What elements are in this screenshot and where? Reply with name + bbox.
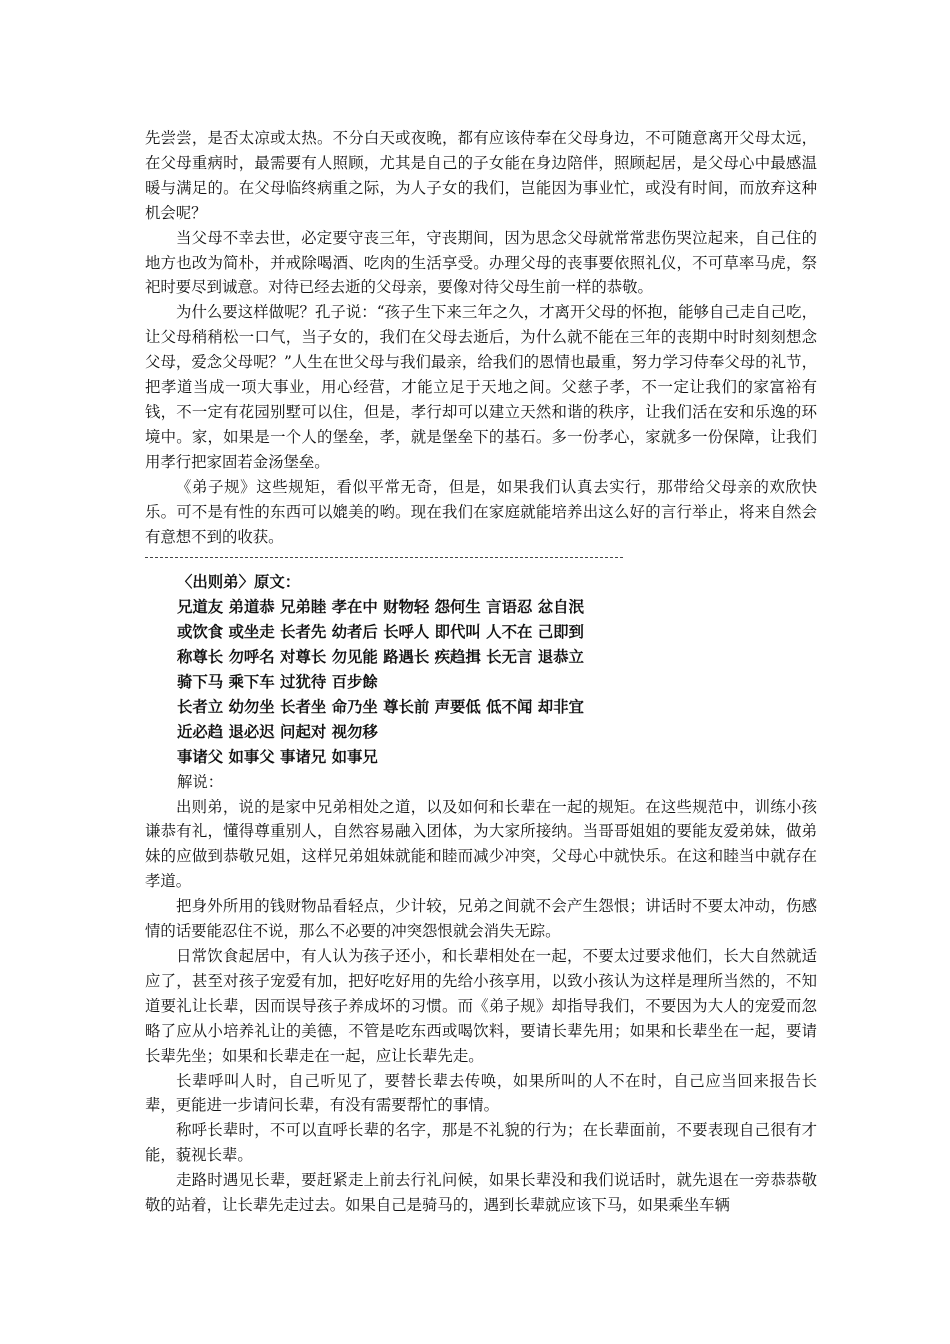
paragraph-2: 当父母不幸去世，必定要守丧三年，守丧期间，因为思念父母就常常悲伤哭泣起来，自己住的地方也改为简朴，并戒除喝酒、吃肉的生活享受。办理父母的丧事要依照礼仪，不可草率马虎，祭祀时要尽到诚意。对待已经去逝的父母亲，要像对待父母生前一样的恭敬。 — [145, 228, 817, 297]
section-divider — [145, 557, 623, 570]
explain-paragraph-6: 走路时遇见长辈，要赶紧走上前去行礼问候，如果长辈没和我们说话时，就先退在一旁恭恭敬敬的站着，让长辈先走过去。如果自己是骑马的，遇到长辈就应该下马，如果乘坐车辆 — [145, 1171, 817, 1215]
paragraph-3: 为什么要这样做呢？孔子说：“孩子生下来三年之久，才离开父母的怀抱，能够自己走自己吃，让父母稍稍松一口气，当子女的，我们在父母去逝后，为什么就不能在三年的丧期中时时刻刻想念父母，爱念父母呢？”人生在世父母与我们最亲，给我们的恩情也最重，努力学习侍奉父母的礼节，把孝道当成一项大事业，用心经营，才能立足于天地之间。父慈子孝，不一定让我们的家富裕有钱，不一定有花园别墅可以住，但是，孝行却可以建立天然和谐的秩序，让我们活在安和乐逸的环境中。家，如果是一个人的堡垒，孝，就是堡垒下的基石。多一份孝心，家就多一份保障，让我们用孝行把家固若金汤堡垒。 — [145, 303, 817, 471]
explain-paragraph-1: 出则弟，说的是家中兄弟相处之道，以及如何和长辈在一起的规矩。在这些规范中，训练小孩谦恭有礼，懂得尊重别人，自然容易融入团体，为大家所接纳。当哥哥姐姐的要能友爱弟妹，做弟妹的应做到恭敬兄姐，这样兄弟姐妹就能和睦而减少冲突，父母心中就快乐。在这和睦当中就存在孝道。 — [145, 797, 817, 891]
explain-paragraph-3: 日常饮食起居中，有人认为孩子还小，和长辈相处在一起，不要太过要求他们，长大自然就适应了，甚至对孩子宠爱有加，把好吃好用的先给小孩享用，以致小孩认为这样是理所当然的，不知道要礼让长辈，因而误导孩子养成坏的习惯。而《弟子规》却指导我们，不要因为大人的宠爱而忽略了应从小培养礼让的美德，不管是吃东西或喝饮料，要请长辈先用；如果和长辈坐在一起，要请长辈先坐；如果和长辈走在一起，应让长辈先走。 — [145, 947, 817, 1065]
paragraph-1: 先尝尝，是否太凉或太热。不分白天或夜晚，都有应该侍奉在父母身边，不可随意离开父母太远，在父母重病时，最需要有人照顾，尤其是自己的子女能在身边陪伴，照顾起居，是父母心中最感温暖与满足的。在父母临终病重之际，为人子女的我们，岂能因为事业忙，或没有时间，而放弃这种机会呢？ — [145, 129, 817, 222]
verse-line-5: 长者立 幼勿坐 长者坐 命乃坐 尊长前 声要低 低不闻 却非宜 — [177, 697, 584, 716]
explain-paragraph-5: 称呼长辈时，不可以直呼长辈的名字，那是不礼貌的行为；在长辈面前，不要表现自己很有才能，藐视长辈。 — [145, 1121, 817, 1165]
verse-line-3: 称尊长 勿呼名 对尊长 勿见能 路遇长 疾趋揖 长无言 退恭立 — [177, 648, 584, 667]
verse-line-2: 或饮食 或坐走 长者先 幼者后 长呼人 即代叫 人不在 己即到 — [177, 623, 584, 642]
explain-label: 解说： — [177, 772, 224, 791]
explain-paragraph-2: 把身外所用的钱财物品看轻点，少计较，兄弟之间就不会产生怨恨；讲话时不要太冲动，伤感情的话要能忍住不说，那么不必要的冲突怨恨就会消失无踪。 — [145, 897, 817, 941]
verse-line-7: 事诸父 如事父 事诸兄 如事兄 — [177, 747, 378, 766]
verse-line-4: 骑下马 乘下车 过犹待 百步餘 — [177, 673, 378, 692]
document-page — [145, 126, 817, 1218]
verse-line-6: 近必趋 退必迟 问起对 视勿移 — [177, 722, 378, 741]
verse-line-1: 兄道友 弟道恭 兄弟睦 孝在中 财物轻 怨何生 言语忍 忿自泯 — [177, 598, 584, 617]
verse-block — [145, 570, 817, 769]
section-title: 〈出则弟〉原文： — [177, 573, 301, 592]
explain-paragraph-4: 长辈呼叫人时，自己听见了，要替长辈去传唤，如果所叫的人不在时，自己应当回来报告长辈，更能进一步请问长辈，有没有需要帮忙的事情。 — [145, 1071, 817, 1115]
paragraph-4: 《弟子规》这些规矩，看似平常无奇，但是，如果我们认真去实行，那带给父母亲的欢欣快乐。可不是有性的东西可以媲美的哟。现在我们在家庭就能培养出这么好的言行举止，将来自然会有意想不到的收获。 — [145, 477, 817, 546]
